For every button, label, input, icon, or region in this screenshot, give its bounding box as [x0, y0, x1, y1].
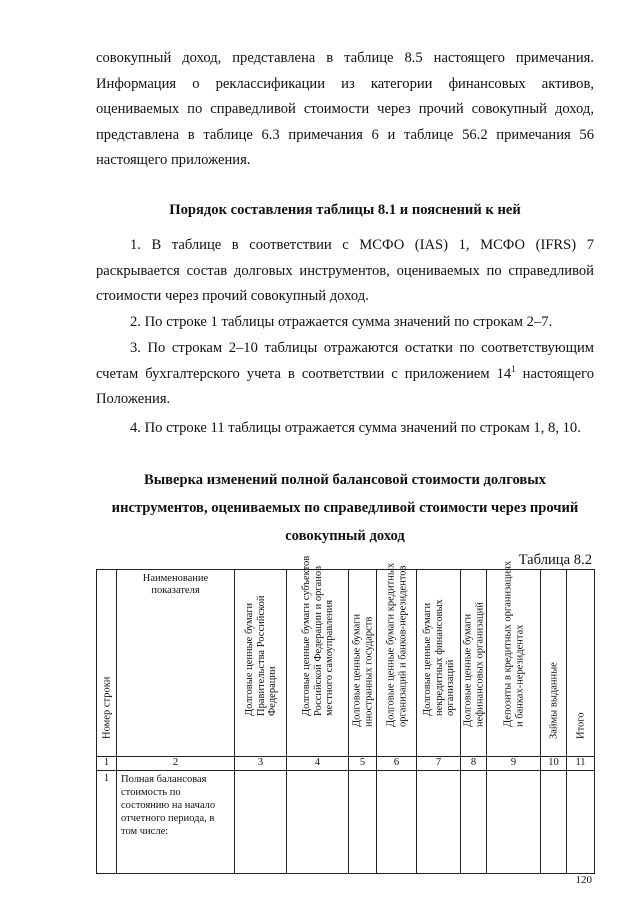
- table-cell: [461, 771, 487, 874]
- col-number: 8: [461, 757, 487, 771]
- table-cell: [349, 771, 377, 874]
- col-number: 9: [487, 757, 541, 771]
- header-credit-org-securities: Долговые ценные бумаги кредитных организаций и банков-нерезидентов: [377, 570, 417, 757]
- header-row-number: Номер строки: [97, 570, 117, 757]
- paragraph-3: [96, 336, 594, 413]
- section-heading: Порядок составления таблицы 8.1 и пояснений к ней: [169, 202, 521, 218]
- col-number: 6: [377, 757, 417, 771]
- header-indicator-name: Наименование показателя: [117, 570, 235, 757]
- table-cell: [417, 771, 461, 874]
- table-cell: [287, 771, 349, 874]
- col-number: 5: [349, 757, 377, 771]
- column-number-row: [97, 757, 595, 771]
- col-number: 3: [235, 757, 287, 771]
- footnote-superscript: 1: [511, 363, 516, 374]
- header-noncredit-fin-securities: Долговые ценные бумаги некредитных финансовых организаций: [417, 570, 461, 757]
- table-heading: Выверка изменений полной балансовой стоимости долговых инструментов, оцениваемых по справедливой стоимости через прочий совокупный доход: [111, 472, 579, 544]
- table-cell: [235, 771, 287, 874]
- table-cell: [377, 771, 417, 874]
- header-total: Итого: [567, 570, 595, 757]
- paragraph-2: 2. По строке 1 таблицы отражается сумма значений по строкам 2–7.: [130, 314, 553, 330]
- col-number: 4: [287, 757, 349, 771]
- table-row: [97, 771, 595, 874]
- col-number: 7: [417, 757, 461, 771]
- header-deposits: Депозиты в кредитных организациях и банках-нерезидентах: [487, 570, 541, 757]
- col-number: 2: [117, 757, 235, 771]
- col-number: 1: [97, 757, 117, 771]
- paragraph-1: 1. В таблице в соответствии с МСФО (IAS) 1, МСФО (IFRS) 7 раскрывается состав долговых инструментов, оцениваемых по справедливой стоимости через прочий совокупный доход.: [96, 237, 594, 305]
- table-cell: [567, 771, 595, 874]
- paragraph-3-text: 3. По строкам 2–10 таблицы отражаются остатки по соответствующим счетам бухгалтерского учета в соответствии с приложением 14: [96, 340, 594, 382]
- row-label: Полная балансовая стоимость по состоянию на начало отчетного периода, в том числе:: [117, 771, 235, 874]
- table-cell: [541, 771, 567, 874]
- paragraph-4: 4. По строке 11 таблицы отражается сумма значений по строкам 1, 8, 10.: [130, 420, 581, 436]
- paragraph-3-tail: настоящего Положения.: [96, 365, 594, 408]
- header-row: [97, 570, 595, 757]
- header-gov-securities: Долговые ценные бумаги Правительства Российской Федерации: [235, 570, 287, 757]
- header-loans: Займы выданные: [541, 570, 567, 757]
- col-number: 11: [567, 757, 595, 771]
- col-number: 10: [541, 757, 567, 771]
- header-nonfin-securities: Долговые ценные бумаги нефинансовых организаций: [461, 570, 487, 757]
- paragraph-continuation: совокупный доход, представлена в таблице 8.5 настоящего примечания. Информация о реклассификации из категории финансовых активов, оцениваемых по справедливой стоимости через прочий совокупный доход, представлена в таблице 6.3 примечания 6 и таблице 56.2 примечания 56 настоящего приложения.: [96, 50, 594, 169]
- page-number: 120: [575, 874, 592, 886]
- header-foreign-state-securities: Долговые ценные бумаги иностранных государств: [349, 570, 377, 757]
- header-regional-securities: Долговые ценные бумаги субъектов Российской Федерации и органов местного самоуправления: [287, 570, 349, 757]
- row-number: 1: [97, 771, 117, 874]
- table-cell: [487, 771, 541, 874]
- table-caption: Таблица 8.2: [518, 552, 592, 568]
